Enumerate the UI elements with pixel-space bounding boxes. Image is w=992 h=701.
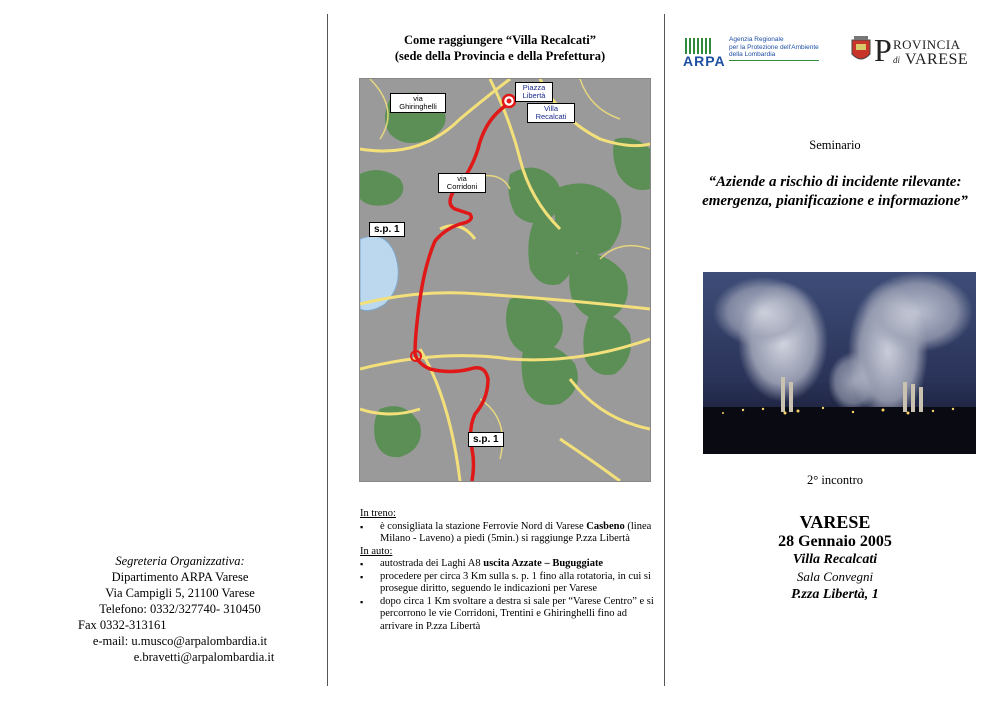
arpa-line: per la Protezione dell'Ambiente: [729, 43, 819, 51]
provincia-initial: P: [874, 32, 892, 68]
train-heading: In treno:: [360, 508, 396, 519]
car-item-2: ▪ procedere per circa 3 Km sulla s. p. 1 fino alla rotatoria, in cui si prosegue diritto, seguendo le indicazioni per Varese: [360, 571, 660, 596]
label-sp1-lower: s.p. 1: [468, 432, 504, 447]
label-piazza-liberta: [515, 82, 553, 102]
label-via-ghiringhelli: [390, 93, 446, 113]
industrial-smoke-photo: [703, 272, 976, 454]
secretariat-phone: Telefono: 0332/327740- 310450: [99, 602, 261, 616]
arpa-name: ARPA: [683, 53, 726, 69]
car-item-1: [360, 558, 660, 571]
provincia-logo: [850, 32, 970, 72]
car-exit: uscita Azzate – Buguggiate: [483, 558, 604, 569]
label-text: Ghiringhelli: [399, 102, 437, 111]
event-room: Sala Convegni: [796, 569, 874, 584]
map-title-line1: Come raggiungere “Villa Recalcati”: [404, 33, 596, 47]
arpa-line: della Lombardia: [729, 51, 776, 58]
label-via-corridoni: [438, 173, 486, 193]
directions-block: [360, 508, 660, 633]
train-list: [360, 521, 660, 546]
car-heading: In auto:: [360, 545, 393, 557]
train-text-end: (linea Milano - Laveno) a piedi (5min.) si raggiunge P.zza Libertà: [380, 520, 652, 544]
label-text: Piazza: [522, 83, 546, 92]
meeting-number: 2° incontro: [806, 473, 864, 487]
photo-graphic: [703, 272, 976, 454]
event-address: P.zza Libertà, 1: [791, 587, 879, 602]
provincia-text: ROVINCIA: [893, 37, 961, 52]
car-text: autostrada dei Laghi A8: [380, 558, 484, 569]
event-details: [690, 512, 980, 604]
train-item: [360, 521, 660, 546]
map-title: [345, 32, 655, 64]
car-list: [360, 558, 660, 633]
seminar-title: “Aziende a rischio di incidente rilevante: emergenza, pianificazione e informazione”: [702, 174, 968, 209]
map-title-line2: (sede della Provincia e della Prefettura): [394, 49, 606, 63]
label-text: via: [457, 174, 467, 183]
arpa-logo: [683, 34, 823, 70]
label-text: Corridoni: [446, 182, 478, 191]
label-text: via: [413, 94, 423, 103]
event-type: Seminario: [809, 138, 861, 152]
train-station: Casbeno: [586, 520, 625, 532]
map-graphic: [360, 79, 650, 481]
event-venue: Villa Recalcati: [792, 552, 878, 567]
provincia-varese: VARESE: [905, 51, 969, 68]
arpa-subtitle: [729, 36, 819, 59]
secretariat-title: Segreteria Organizzativa:: [115, 554, 245, 568]
secretariat-block: [60, 553, 300, 665]
fold-line-left: [327, 14, 328, 686]
label-text: Libertà: [522, 91, 546, 100]
label-text: Villa: [543, 104, 559, 113]
secretariat-address: Via Campigli 5, 21100 Varese: [105, 586, 255, 600]
route-map: [359, 78, 651, 482]
secretariat-department: Dipartimento ARPA Varese: [111, 570, 249, 584]
label-sp1-upper: s.p. 1: [369, 222, 405, 237]
label-text: Recalcati: [535, 112, 567, 121]
secretariat-fax: Fax 0332-313161: [78, 618, 167, 632]
secretariat-email[interactable]: e-mail: u.musco@arpalombardia.it: [92, 634, 268, 648]
coat-of-arms-icon: [850, 36, 872, 66]
secretariat-email-2[interactable]: e.bravetti@arpalombardia.it: [133, 650, 275, 664]
provincia-di: di: [893, 55, 901, 65]
arpa-line: Agenzia Regionale: [729, 36, 784, 43]
car-item-3: ▪ dopo circa 1 Km svoltare a destra si sale per “Varese Centro” e si percorrono le vie Corridoni, Trentini e Ghiringhelli fino ad arrivare in P.zza Libertà: [360, 596, 660, 634]
arpa-rule: [729, 60, 819, 61]
label-villa-recalcati: [527, 103, 575, 123]
train-text: è consigliata la stazione Ferrovie Nord di Varese: [380, 520, 587, 532]
fold-line-right: [664, 14, 665, 686]
event-city: VARESE: [799, 512, 871, 532]
event-date: 28 Gennaio 2005: [778, 533, 892, 550]
